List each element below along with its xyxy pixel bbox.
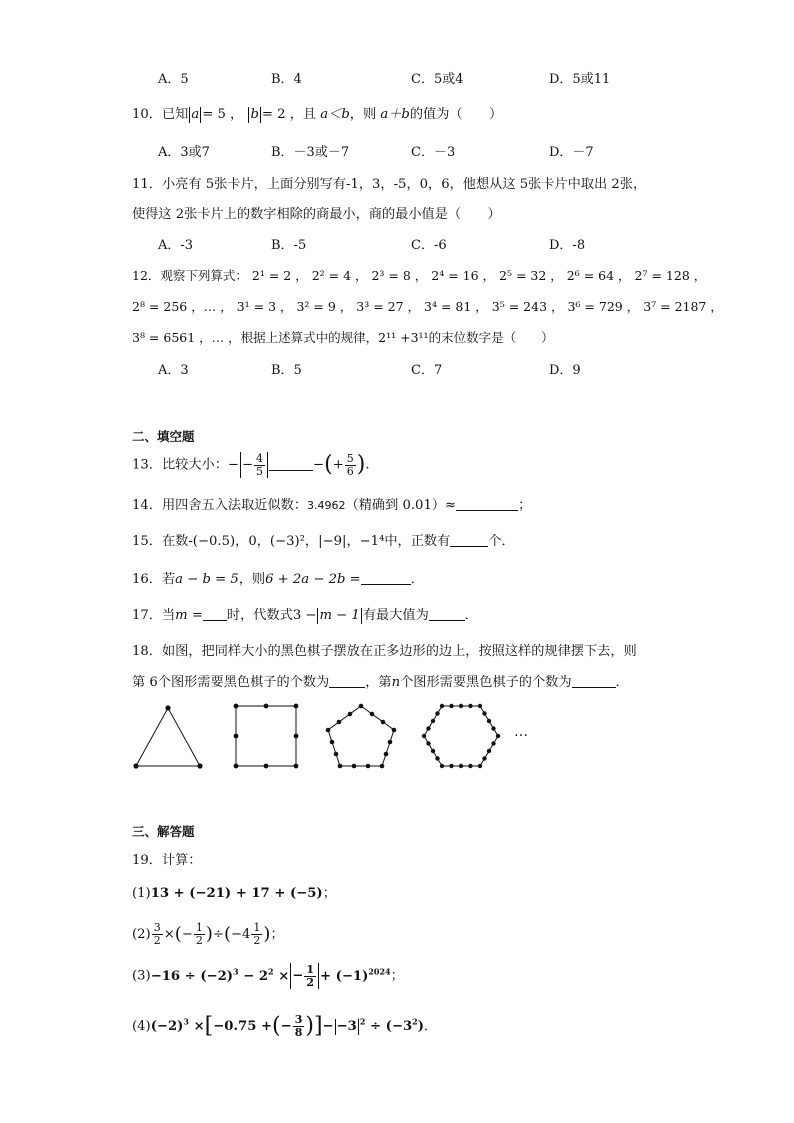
abs-bar	[260, 107, 261, 123]
q19-part1	[132, 882, 336, 901]
q19-part2-end: ；	[270, 927, 284, 942]
pentagon-dots	[326, 704, 397, 769]
abs-bar	[240, 452, 241, 478]
chess-piece-dot	[165, 705, 170, 710]
q13-fraction-2: $\frac{5}{6}$	[346, 451, 354, 478]
q13-fraction-1: $\frac{4}{5}$	[256, 451, 264, 478]
q18-end: ．	[615, 675, 629, 690]
q14-text: （精确到 0.01）≈	[345, 498, 457, 513]
q12-power: 2⁴ = 16	[431, 268, 479, 283]
q12-power: 3⁴ = 81	[424, 299, 472, 314]
q18-variable-n: n	[391, 675, 401, 690]
q10-eq: = 2 ，且	[261, 107, 317, 122]
q16-end: ．	[410, 572, 424, 587]
fraction-1-2: $\frac{1}{2}$	[306, 962, 314, 989]
q9-option-d[interactable]: D．5或11	[549, 72, 611, 87]
q19-part1-end: ；	[322, 886, 336, 901]
q18-text: 第 6个图形需要黑色棋子的个数为	[132, 675, 330, 690]
q17-text: 有最大值为	[362, 608, 429, 623]
q18-text: 个图形需要黑色棋子的个数为	[400, 675, 572, 690]
q18-text: ，第	[365, 675, 392, 690]
q12-text: 的末位数字是（ ）	[428, 330, 554, 345]
q11-option-c[interactable]: C．-6	[411, 238, 447, 253]
q14-end: ；	[518, 498, 532, 513]
q12-power: 3⁶ = 729	[567, 299, 623, 314]
q19-part3-end: ；	[390, 968, 404, 984]
q14-answer-blank[interactable]	[456, 498, 518, 511]
q11-stem-line2: 使得这 2张卡片上的数字相除的商最小，商的最小值是（ ）	[132, 207, 501, 222]
q19-prefix: 19．计算：	[132, 853, 202, 868]
q10-option-b[interactable]: B．－3或－7	[271, 145, 350, 160]
q12-power: 2¹ = 2	[251, 268, 292, 283]
q12-expression: 2¹¹ +3¹¹	[378, 330, 429, 345]
q11-option-b[interactable]: B．-5	[271, 238, 307, 253]
q10-var-a: a	[191, 107, 200, 122]
q19-part1-label: (1)	[132, 886, 151, 901]
q12-prefix: 12．观察下列算式：	[132, 268, 248, 283]
abs-bar	[267, 452, 268, 478]
q17-expression: 3 −	[292, 608, 317, 623]
q16-condition: a − b = 5	[175, 572, 239, 587]
q12-line2: 2⁸ = 256 ，… ， 3¹ = 3 ， 3² = 9 ， 3³ = 27 ， 3⁴ = 81 ， 3⁵ = 243 ， 3⁶ = 729 ， 3⁷ = 2187 ，	[132, 299, 723, 314]
q11-stem-line1: 11．小亮有 5张卡片，上面分别写有-1，3，-5，0，6，他想从这 5张卡片中取出 2张，	[132, 177, 647, 192]
q12-power: 2⁶ = 64	[566, 268, 615, 283]
figure-triangle	[130, 700, 210, 772]
pentagon-outline	[328, 706, 394, 766]
q19-part3-label: (3)	[132, 968, 151, 984]
q15-text: 中，正数有	[384, 534, 451, 549]
q19-part4-label: (4)	[132, 1019, 151, 1034]
q19-part2: (2) $\frac{3}{2}$ ×(− $\frac{1}{2}$ )÷(−4 $\frac{1}{2}$ )；	[132, 921, 284, 947]
q18-stem-line2	[132, 671, 629, 690]
q9-option-c[interactable]: C．5或4	[411, 72, 464, 87]
figure-hexagon	[420, 700, 502, 772]
q12-power: 2² = 4	[311, 268, 352, 283]
q10-option-c[interactable]: C．－3	[411, 145, 456, 160]
q14-value: 3.4962	[307, 499, 346, 512]
q12-option-c[interactable]: C．7	[411, 363, 443, 378]
q18-stem-line1: 18．如图，把同样大小的黑色棋子摆放在正多边形的边上，按照这样的规律摆下去，则	[132, 644, 637, 659]
q16-stem	[132, 568, 424, 587]
q10-var-b: b	[250, 107, 259, 122]
q15-number: -(−0.5)	[188, 534, 236, 549]
q12-line1: 12．观察下列算式： 2¹ = 2 ， 2² = 4 ， 2³ = 8 ， 2⁴ = 16 ， 2⁵ = 32 ， 2⁶ = 64 ， 2⁷ = 128 ，	[132, 268, 707, 283]
figure-square	[230, 700, 302, 772]
square-dots	[234, 704, 299, 769]
q18-answer-blank-1[interactable]	[329, 675, 365, 688]
q10-expression: a＋b	[380, 107, 410, 122]
q12-option-a[interactable]: A．3	[158, 363, 189, 378]
q17-variable: m =	[175, 608, 203, 623]
q15-number: (−3)²	[269, 534, 305, 549]
q10-stem	[132, 103, 502, 123]
fraction-1-2: $\frac{1}{2}$	[195, 921, 203, 947]
q12-power: 3⁵ = 243	[491, 299, 548, 314]
q17-text: 时，代数式	[226, 608, 293, 623]
q13-stem: 13．比较大小：− − $\frac{4}{5}$ −(+ $\frac{5}{6}$ ).	[132, 451, 370, 478]
q15-prefix: 15．在数	[132, 534, 189, 549]
q17-stem	[132, 604, 478, 624]
figure-ellipsis: …	[514, 724, 528, 740]
q17-answer-blank-1[interactable]	[203, 608, 227, 621]
q19-part3: $(3)-16 \div (-2)^3 - 2^2$ × − $\frac{1}{2}$ + $(-1)^{2024}$；	[132, 962, 404, 989]
chess-piece-dot	[197, 763, 202, 768]
hexagon-dots	[422, 704, 500, 768]
q15-answer-blank[interactable]	[450, 534, 488, 547]
q15-number: 0	[248, 534, 257, 549]
q19-part2-label: (2)	[132, 927, 151, 942]
q16-prefix: 16．若	[132, 572, 176, 587]
q13-answer-blank[interactable]	[269, 458, 313, 471]
q12-power: 2⁷ = 128	[634, 268, 690, 283]
q11-option-d[interactable]: D．-8	[549, 238, 586, 253]
fraction-3-2: $\frac{3}{2}$	[153, 921, 161, 947]
q19-part4-end: ．	[423, 1019, 438, 1034]
q10-text: 已知	[161, 107, 189, 122]
q12-power: 3² = 9	[296, 299, 336, 314]
triangle-outline	[136, 708, 200, 766]
q12-text: 3⁸ = 6561 ，… ，根据上述算式中的规律，	[132, 330, 379, 345]
q12-power: 3³ = 27	[356, 299, 404, 314]
q12-power: 3⁷ = 2187	[643, 299, 707, 314]
q15-number: −1⁴	[359, 534, 385, 549]
q18-answer-blank-2[interactable]	[572, 675, 616, 688]
abs-bar	[361, 608, 362, 624]
q10-text: 的值为（ ）	[409, 107, 503, 122]
square-outline	[236, 706, 296, 766]
fraction-3-8: $\frac{3}{8}$	[294, 1013, 303, 1039]
q16-answer-blank[interactable]	[361, 572, 411, 585]
q11-option-a[interactable]: A．-3	[158, 238, 194, 253]
chess-piece-dot	[133, 763, 138, 768]
fraction-1-2: $\frac{1}{2}$	[253, 921, 261, 947]
q12-text: 2⁸ = 256 ，… ，	[132, 299, 233, 314]
q12-power: 3¹ = 3	[236, 299, 277, 314]
q16-text: ，则	[238, 572, 266, 587]
q15-end: 个．	[488, 534, 515, 549]
q12-option-d[interactable]: D．9	[549, 363, 581, 378]
q19-part1-expression: 13 + (−21) + 17 + (−5)	[150, 886, 323, 901]
q15-number: |−9|	[318, 534, 347, 549]
hexagon-outline	[424, 706, 498, 766]
q13-prefix: 13．比较大小：	[132, 457, 228, 473]
q17-end: ．	[464, 608, 478, 623]
q17-answer-blank-2[interactable]	[429, 608, 465, 621]
q10-option-a[interactable]: A．3或7	[158, 145, 210, 160]
q9-option-a[interactable]: A．5	[158, 72, 189, 87]
q10-text: ，则	[349, 107, 377, 122]
q17-prefix: 17．当	[132, 608, 176, 623]
q10-option-d[interactable]: D．－7	[549, 145, 594, 160]
figure-pentagon	[322, 700, 400, 772]
q12-power: 2³ = 8	[371, 268, 411, 283]
section-fill-in-blank-title: 二、填空题	[132, 429, 195, 444]
q10-eq: = 5 ，	[202, 107, 244, 122]
q12-line3	[132, 328, 554, 346]
q10-number: 10．	[132, 107, 162, 122]
q17-expression: m − 1	[319, 608, 360, 623]
q14-stem	[132, 494, 531, 513]
q19-part4: $(4)(-2)^3 \times[-0.75$ +(− $\frac{3}{8}$ )]− −3 $^2 \div (-3^2)$．	[132, 1013, 438, 1039]
q15-stem: 15．在数-(−0.5)，0，(−3)²，|−9|，−1⁴中，正数有 个．	[132, 534, 515, 549]
q10-condition: a＜b	[320, 107, 350, 122]
q16-expression: 6 + 2a − 2b =	[265, 572, 361, 587]
q14-text: 14．用四舍五入法取近似数：	[132, 498, 308, 513]
q12-option-b[interactable]: B．5	[271, 363, 302, 378]
q9-option-b[interactable]: B．4	[271, 72, 302, 87]
q12-power: 2⁵ = 32	[499, 268, 547, 283]
section-answer-title: 三、解答题	[132, 824, 195, 839]
